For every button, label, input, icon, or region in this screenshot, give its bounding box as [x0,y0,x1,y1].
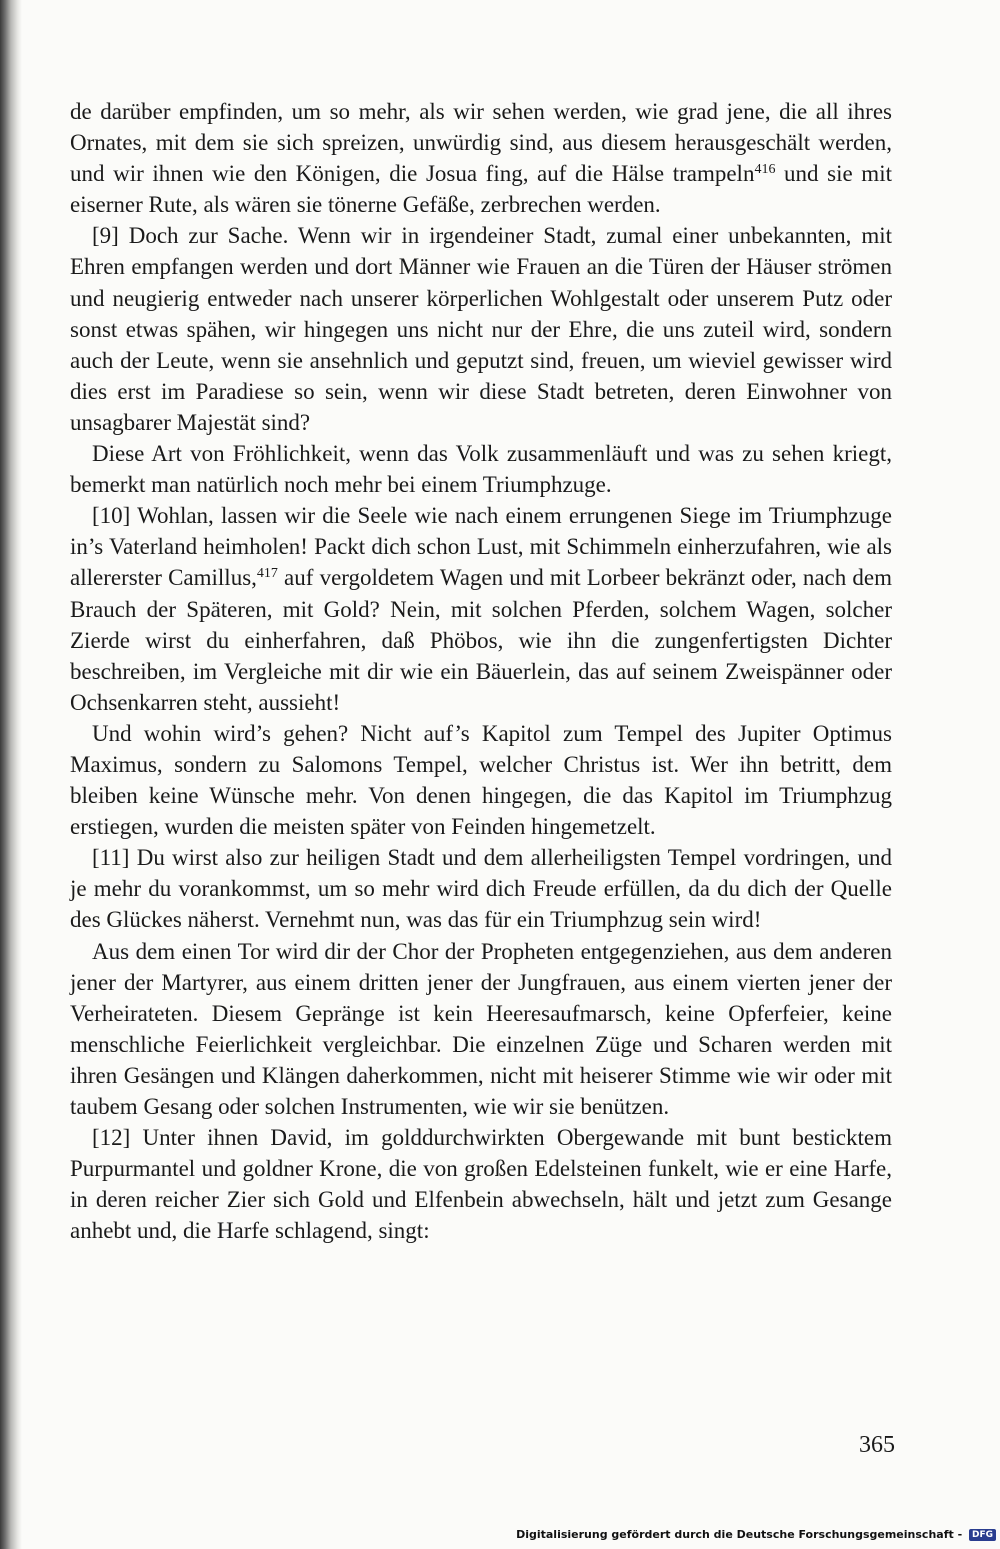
paragraph-text: [12] Unter ihnen David, im golddurchwirkten Obergewande mit bunt besticktem Purpurmantel und goldner Krone, die von großen Edelsteinen funkelt, wie er eine Harfe, in deren reicher Zier sich Gold und Elfenbein abwechseln, hält und jetzt zum Gesange anhebt und, die Harfe schlagend, singt: [70,1125,892,1244]
paragraph [70,842,892,935]
footnote-reference: 416 [754,162,776,178]
paragraph [70,718,892,842]
paragraph [70,1122,892,1246]
paragraph [70,96,892,220]
paragraph-text: [9] Doch zur Sache. Wenn wir in irgendeiner Stadt, zumal einer unbekannten, mit Ehren empfangen werden und dort Männer wie Frauen an die Türen der Häuser strömen und neugierig entweder nach unserer körperlichen Wohlgestalt oder unserem Putz oder sonst etwas spähen, wir hingegen uns nicht nur der Ehre, die uns zuteil wird, sondern auch der Leute, wenn sie ansehnlich und geputzt sind, freuen, um wieviel gewisser wird dies erst im Paradiese so sein, wenn wir diese Stadt betreten, deren Einwohner von unsagbarer Majestät sind? [70,223,892,435]
digitization-footer [480,1528,996,1546]
paragraph-text: Und wohin wird’s gehen? Nicht auf’s Kapitol zum Tempel des Jupiter Optimus Maximus, sondern zu Salomons Tempel, welcher Christus ist. Wer ihn betritt, dem bleiben keine Wünsche mehr. Von denen hingegen, die das Kapitol im Triumphzug erstiegen, wurden die meisten später von Feinden hingemetzelt. [70,720,892,840]
paragraph-text: Diese Art von Fröhlichkeit, wenn das Volk zusammenläuft und was zu sehen kriegt, bemerkt man natürlich noch mehr bei einem Triumphzuge. [70,441,892,498]
page-number: 365 [859,1432,895,1458]
paragraph [70,438,892,500]
paragraph-text: Aus dem einen Tor wird dir der Chor der Propheten entgegenziehen, aus dem anderen jener der Martyrer, aus einem dritten jener der Jungfrauen, aus einem vierten jener der Verheirateten. Diesem Gepränge ist kein Heeresaufmarsch, keine Opferfeier, keine menschliche Feierlichkeit vergleichbar. Die einzelnen Züge und Scharen werden mit ihren Gesängen und Klängen daherkommen, nicht mit heiserer Stimme wie wir oder mit taubem Gesang oder solchen Instrumenten, wie wir sie benützen. [70,938,892,1119]
paragraph [70,500,892,718]
paragraph-text: [10] Wohlan, lassen wir die Seele wie nach einem errungenen Siege im Triumphzuge in’s Vaterland heimholen! Packt dich schon Lust, mit Schimmeln einherzufahren, wie als allererster Camillus, [70,503,892,591]
dfg-logo: DFG [969,1529,996,1541]
body-text [70,96,892,1246]
paragraph [70,220,892,438]
paragraph-text: auf vergoldetem Wagen und mit Lorbeer bekränzt oder, nach dem Brauch der Späteren, mit Gold? Nein, mit solchen Pferden, solchem Wagen, solcher Zierde wirst du einherfahren, daß Phöbos, wie ihn die zungenfertigsten Dichter beschreiben, im Vergleiche mit dir wie ein Bäuerlein, das auf seinem Zweispänner oder Ochsenkarren steht, aussieht! [70,565,893,715]
paragraph-text: und sie mit eiserner Rute, als wären sie tönerne Gefäße, zerbrechen werden. [70,161,892,218]
paragraph [70,936,892,1123]
paragraph-text: [11] Du wirst also zur heiligen Stadt und dem allerheiligsten Tempel vordringen, und je mehr du vorankommst, um so mehr wird dich Freude erfüllen, da du dich der Quelle des Glückes näherst. Vernehmt nun, was das für ein Triumphzug sein wird! [70,845,892,933]
paragraph-text: de darüber empfinden, um so mehr, als wir sehen werden, wie grad jene, die all ihres Ornates, mit dem sie sich spreizen, unwürdig sind, aus diesem herausgeschält werden, und wir ihnen wie den Königen, die Josua fing, auf die Hälse trampeln [70,99,892,187]
book-binding-shadow [0,0,22,1549]
funding-note: Digitalisierung gefördert durch die Deutsche Forschungsgemeinschaft - [516,1528,963,1541]
footnote-reference: 417 [256,566,278,582]
